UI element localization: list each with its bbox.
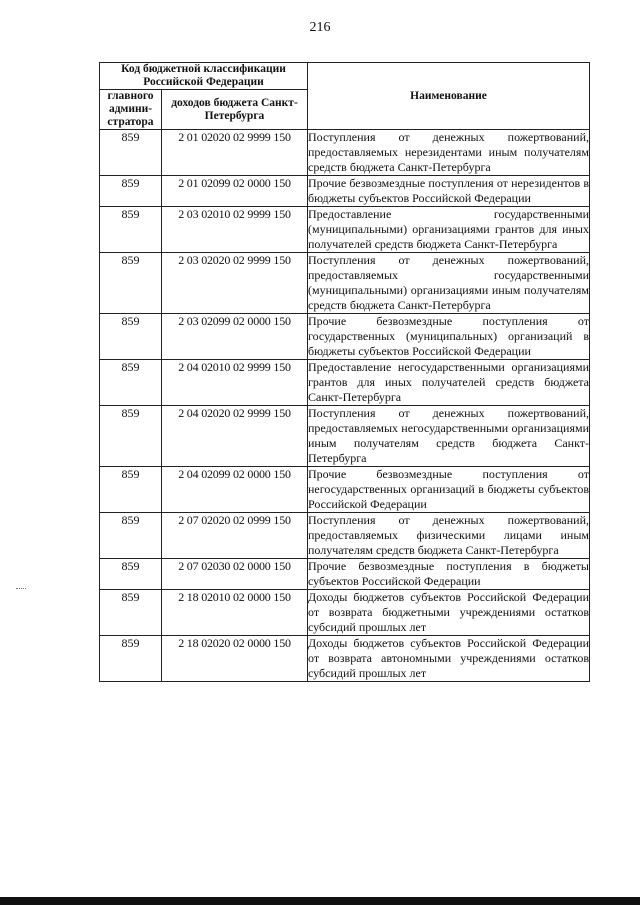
income-code-cell: 2 04 02099 02 0000 150 [162,467,308,513]
admin-code-cell: 859 [100,253,162,314]
income-code-cell: 2 03 02020 02 9999 150 [162,253,308,314]
income-code-cell: 2 04 02010 02 9999 150 [162,360,308,406]
budget-classification-table [99,62,590,682]
table-row [100,207,590,253]
income-code-cell: 2 01 02099 02 0000 150 [162,176,308,207]
table-row [100,559,590,590]
admin-code-cell: 859 [100,360,162,406]
table-row [100,130,590,176]
header-admin: главного админи-стратора [100,90,162,130]
name-cell: Предоставление государственными (муниципальными) организациями грантов для иных получателей средств бюджета Санкт-Петербурга [308,207,589,251]
admin-code-cell: 859 [100,314,162,360]
income-code-cell: 2 04 02020 02 9999 150 [162,406,308,467]
admin-code-cell: 859 [100,207,162,253]
table-row [100,590,590,636]
table-row [100,513,590,559]
name-cell: Поступления от денежных пожертвований, предоставляемых государственными (муниципальными) организациями иным получателям средств бюджета Санкт-Петербурга [308,253,589,312]
page-number: 216 [309,20,331,35]
table-row [100,360,590,406]
admin-code-cell: 859 [100,636,162,682]
admin-code-cell: 859 [100,176,162,207]
table-row [100,314,590,360]
income-code-cell: 2 18 02010 02 0000 150 [162,590,308,636]
table-header [100,63,590,130]
income-code-cell: 2 03 02010 02 9999 150 [162,207,308,253]
header-name: Наименование [308,63,590,130]
name-cell: Поступления от денежных пожертвований, предоставляемых негосударственными организациями иным получателям средств бюджета Санкт-Петербурга [308,406,589,465]
scan-bottom-edge [0,897,640,905]
income-code-cell: 2 01 02020 02 9999 150 [162,130,308,176]
income-code-cell: 2 07 02020 02 0999 150 [162,513,308,559]
income-code-cell: 2 07 02030 02 0000 150 [162,559,308,590]
admin-code-cell: 859 [100,406,162,467]
name-cell: Прочие безвозмездные поступления от негосударственных организаций в бюджеты субъектов Российской Федерации [308,467,589,511]
admin-code-cell: 859 [100,130,162,176]
table-row [100,406,590,467]
name-cell: Поступления от денежных пожертвований, предоставляемых физическими лицами иным получателям средств бюджета Санкт-Петербурга [308,513,589,557]
admin-code-cell: 859 [100,590,162,636]
header-row-group [100,63,590,90]
table-row [100,467,590,513]
admin-code-cell: 859 [100,559,162,590]
name-cell: Прочие безвозмездные поступления от нерезидентов в бюджеты субъектов Российской Федерации [308,176,589,205]
name-cell: Доходы бюджетов субъектов Российской Федерации от возврата бюджетными учреждениями остатков субсидий прошлых лет [308,590,589,634]
margin-mark [16,588,26,590]
admin-code-cell: 859 [100,467,162,513]
table-body [100,130,590,682]
header-income-code: доходов бюджета Санкт-Петербурга [162,90,308,130]
income-code-cell: 2 03 02099 02 0000 150 [162,314,308,360]
income-code-cell: 2 18 02020 02 0000 150 [162,636,308,682]
name-cell: Доходы бюджетов субъектов Российской Федерации от возврата автономными учреждениями остатков субсидий прошлых лет [308,636,589,680]
name-cell: Предоставление негосударственными организациями грантов для иных получателей средств бюджета Санкт-Петербурга [308,360,589,404]
name-cell: Прочие безвозмездные поступления в бюджеты субъектов Российской Федерации [308,559,589,588]
admin-code-cell: 859 [100,513,162,559]
table-row [100,636,590,682]
name-cell: Поступления от денежных пожертвований, предоставляемых нерезидентами иным получателям средств бюджета Санкт-Петербурга [308,130,589,174]
name-cell: Прочие безвозмездные поступления от государственных (муниципальных) организаций в бюджеты субъектов Российской Федерации [308,314,589,358]
table-row [100,253,590,314]
table-row [100,176,590,207]
header-classification-code: Код бюджетной классификации Российской Федерации [100,63,308,90]
